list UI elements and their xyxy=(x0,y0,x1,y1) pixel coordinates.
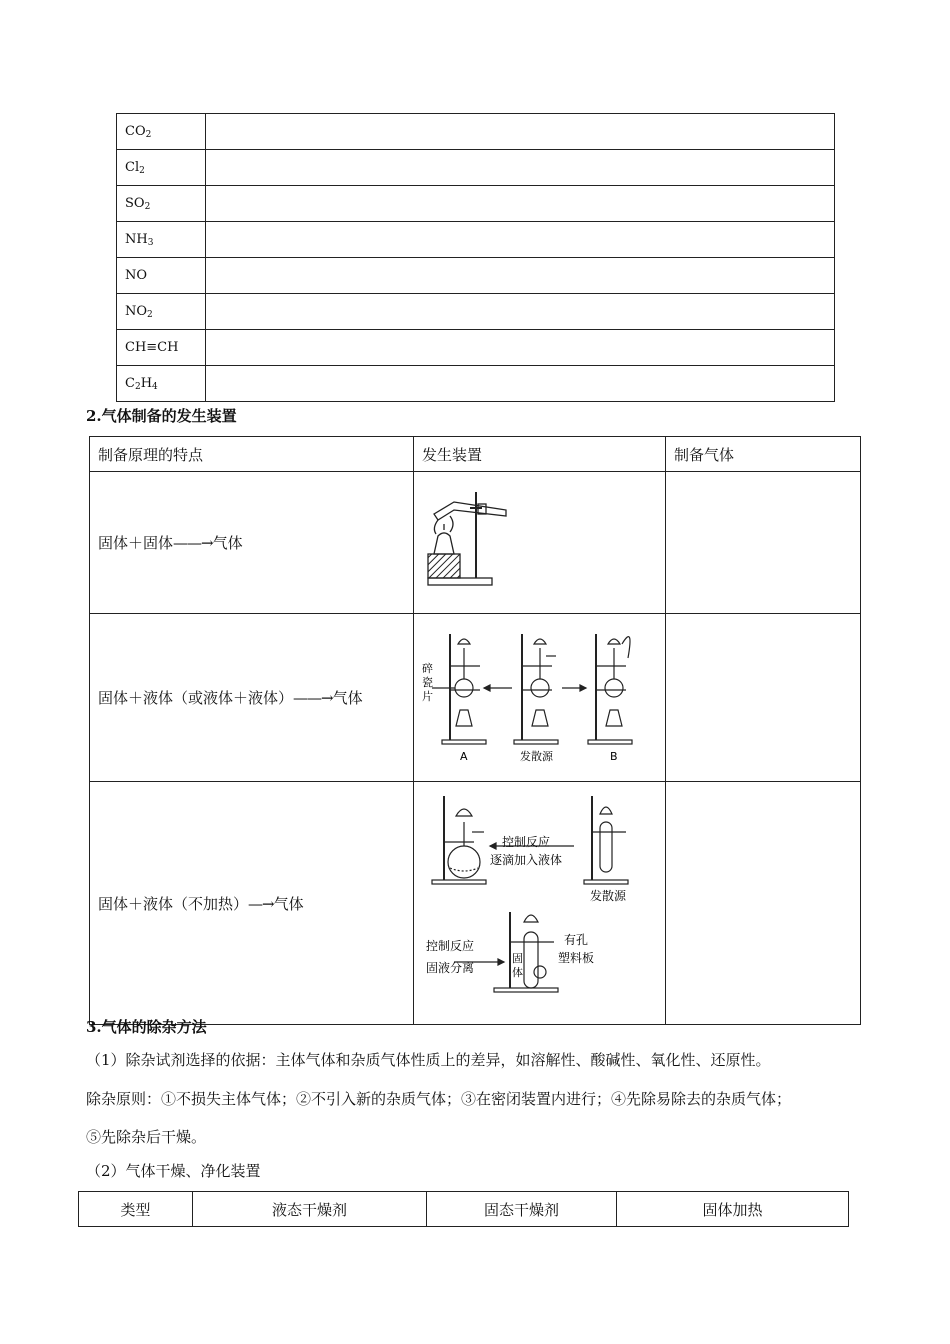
solid-liquid-no-heat-apparatus-diagram xyxy=(414,782,657,1020)
table-row xyxy=(117,294,835,330)
header-cell: 制备气体 xyxy=(666,437,861,472)
table-header-row xyxy=(90,437,861,472)
apparatus-diagram-cell xyxy=(414,472,666,614)
header-cell: 发生装置 xyxy=(414,437,666,472)
diagram-label: 发散源 xyxy=(520,750,553,763)
table-row xyxy=(90,614,861,782)
diagram-label: 瓷 xyxy=(422,676,433,689)
solid-heating-apparatus-diagram xyxy=(414,472,657,609)
solid-liquid-heating-apparatus-diagram xyxy=(414,614,657,777)
table-header-row xyxy=(79,1192,849,1227)
diagram-label: 塑料板 xyxy=(558,951,595,965)
diagram-label: 体 xyxy=(512,966,523,979)
empty-cell xyxy=(206,294,835,330)
table-row xyxy=(117,330,835,366)
empty-cell xyxy=(206,186,835,222)
table-row xyxy=(117,114,835,150)
header-cell: 固体加热 xyxy=(617,1192,849,1227)
diagram-label: 片 xyxy=(422,690,433,703)
apparatus-table xyxy=(89,436,861,1025)
gas-cell: $C_2H_4$ xyxy=(117,366,206,402)
diagram-label: 控制反应 xyxy=(426,939,475,953)
gas-cell: $SO_2$ xyxy=(117,186,206,222)
diagram-label: 逐滴加入液体 xyxy=(490,853,563,867)
table-row xyxy=(90,472,861,614)
table-row xyxy=(117,186,835,222)
diagram-label: 碎 xyxy=(422,662,433,675)
drying-table xyxy=(78,1191,849,1227)
gas-cell: $Cl_2$ xyxy=(117,150,206,186)
header-cell: 固态干燥剂 xyxy=(427,1192,617,1227)
table-row xyxy=(90,782,861,1025)
diagram-label: 固 xyxy=(512,952,523,965)
apparatus-diagram-cell xyxy=(414,614,666,782)
paragraph: （1）除杂试剂选择的依据：主体气体和杂质气体性质上的差异，如溶解性、酸碱性、氧化性、还原性。 xyxy=(86,1051,771,1069)
gas-cell: NO xyxy=(117,258,206,294)
header-cell: 制备原理的特点 xyxy=(90,437,414,472)
apparatus-diagram-cell xyxy=(414,782,666,1025)
empty-cell xyxy=(206,330,835,366)
gas-cell xyxy=(666,472,861,614)
gas-cell xyxy=(666,614,861,782)
diagram-label: A xyxy=(460,750,468,763)
gas-cell: $NO_2$ xyxy=(117,294,206,330)
paragraph: （2）气体干燥、净化装置 xyxy=(86,1162,261,1180)
principle-cell: 固体＋液体（或液体＋液体）——→气体 xyxy=(90,614,414,782)
diagram-label: 控制反应 xyxy=(502,835,551,849)
section3-heading: 3.气体的除杂方法 xyxy=(86,1018,207,1036)
empty-cell xyxy=(206,366,835,402)
principle-cell: 固体＋固体——→气体 xyxy=(90,472,414,614)
header-cell: 液态干燥剂 xyxy=(193,1192,427,1227)
principle-cell: 固体＋液体（不加热）—→气体 xyxy=(90,782,414,1025)
table-row xyxy=(117,366,835,402)
gas-cell: CH≡CH xyxy=(117,330,206,366)
table-row xyxy=(117,222,835,258)
table-row xyxy=(117,150,835,186)
header-cell: 类型 xyxy=(79,1192,193,1227)
diagram-label: 发散源 xyxy=(590,889,627,903)
diagram-label: B xyxy=(610,750,618,763)
diagram-label: 固液分离 xyxy=(426,961,475,975)
gas-cell: $CO_2$ xyxy=(117,114,206,150)
empty-cell xyxy=(206,150,835,186)
empty-cell xyxy=(206,258,835,294)
gas-table xyxy=(116,113,835,402)
diagram-label: 有孔 xyxy=(564,933,589,947)
paragraph: 除杂原则：①不损失主体气体；②不引入新的杂质气体；③在密闭装置内进行；④先除易除去的杂质气体； xyxy=(86,1090,792,1108)
paragraph: ⑤先除杂后干燥。 xyxy=(86,1128,207,1146)
gas-cell: $NH_3$ xyxy=(117,222,206,258)
section2-heading: 2.气体制备的发生装置 xyxy=(86,407,237,425)
gas-cell xyxy=(666,782,861,1025)
table-row xyxy=(117,258,835,294)
empty-cell xyxy=(206,114,835,150)
empty-cell xyxy=(206,222,835,258)
